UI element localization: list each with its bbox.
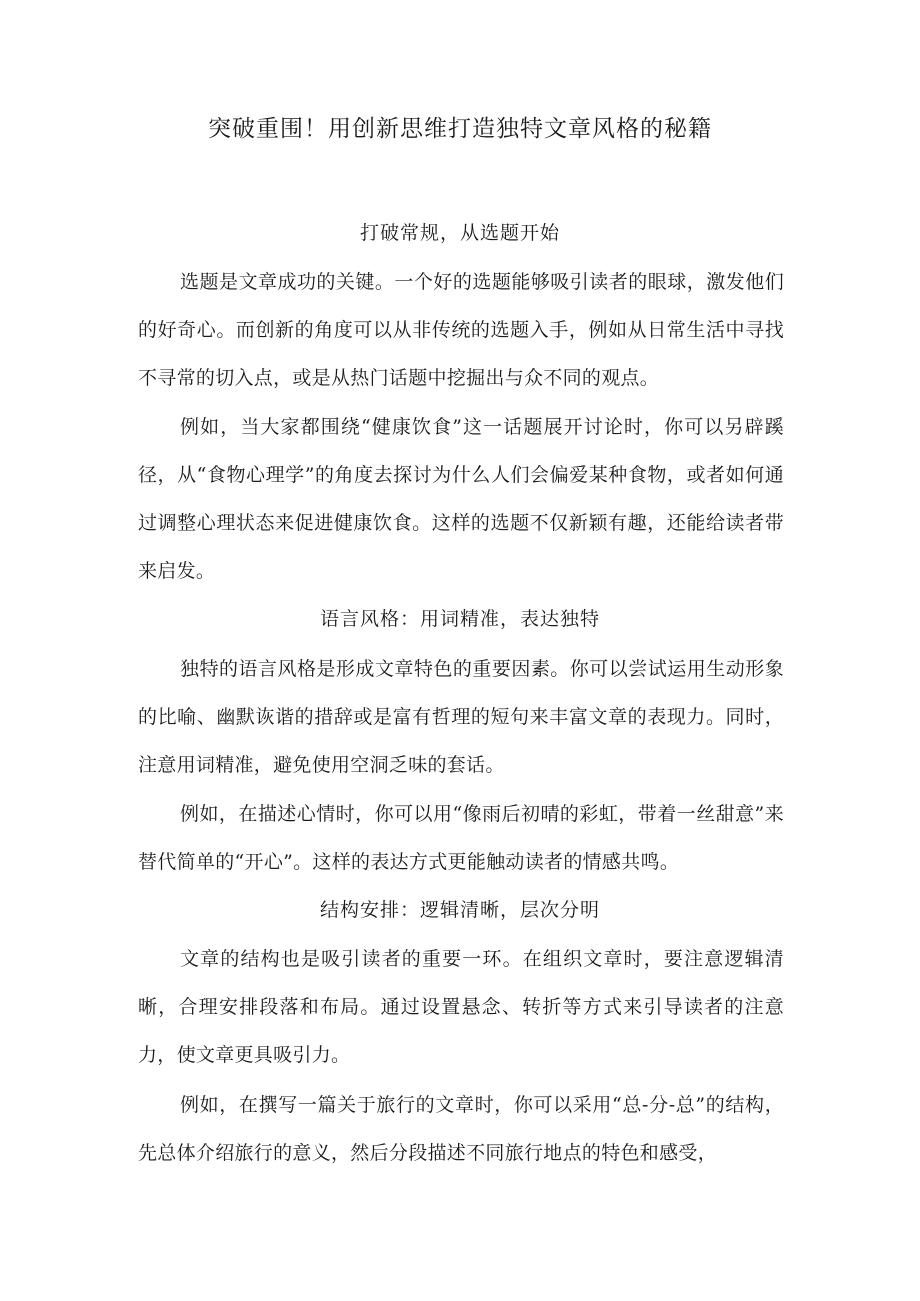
paragraph: 文章的结构也是吸引读者的重要一环。在组织文章时，要注意逻辑清晰，合理安排段落和布局。通过设置悬念、转折等方式来引导读者的注意力，使文章更具吸引力。 [138,948,784,1066]
paragraph: 独特的语言风格是形成文章特色的重要因素。你可以尝试运用生动形象的比喻、幽默诙谐的措辞或是富有哲理的短句来丰富文章的表现力。同时，注意用词精准，避免使用空洞乏味的套话。 [138,658,784,776]
section-heading-language: 语言风格：用词精准，表达独特 [319,608,600,630]
paragraph: 例如，在撰写一篇关于旅行的文章时，你可以采用“总-分-总”的结构，先总体介绍旅行的意义，然后分段描述不同旅行地点的特色和感受， [138,1094,784,1164]
section-heading-topic: 打破常规，从选题开始 [359,222,560,244]
paragraph: 选题是文章成功的关键。一个好的选题能够吸引读者的眼球，激发他们的好奇心。而创新的角度可以从非传统的选题入手，例如从日常生活中寻找不寻常的切入点，或是从热门话题中挖掘出与众不同的观点。 [138,271,784,389]
paragraph: 例如，当大家都围绕“健康饮食”这一话题展开讨论时，你可以另辟蹊径，从“食物心理学”的角度去探讨为什么人们会偏爱某种食物，或者如何通过调整心理状态来促进健康饮食。这样的选题不仅新颖有趣，还能给读者带来启发。 [138,416,784,582]
section-heading-structure: 结构安排：逻辑清晰，层次分明 [319,899,600,921]
document-title: 突破重围！用创新思维打造独特文章风格的秘籍 [208,116,712,142]
paragraph: 例如，在描述心情时，你可以用“像雨后初晴的彩虹，带着一丝甜意”来替代简单的“开心”。这样的表达方式更能触动读者的情感共鸣。 [138,803,784,873]
